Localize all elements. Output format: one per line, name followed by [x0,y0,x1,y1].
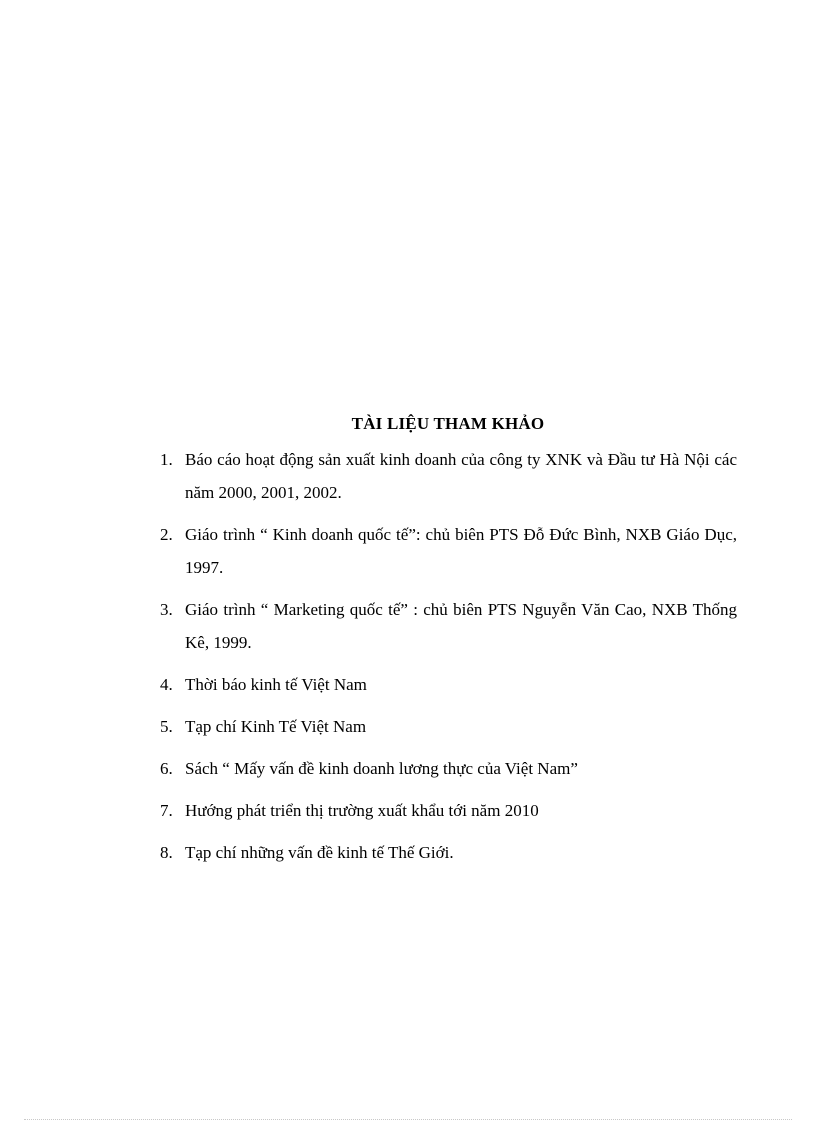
reference-text: Giáo trình “ Kinh doanh quốc tế”: chủ biên PTS Đỗ Đức Bình, NXB Giáo Dục, 1997. [185,525,737,577]
reference-number: 8. [160,843,173,862]
reference-text: Báo cáo hoạt động sản xuất kinh doanh của công ty XNK và Đầu tư Hà Nội các năm 2000, 2001, 2002. [185,450,737,502]
reference-number: 2. [160,525,173,544]
reference-item [160,794,737,827]
reference-number: 7. [160,801,173,820]
page-bottom-divider [24,1119,792,1120]
reference-item [160,443,737,509]
reference-text: Tạp chí những vấn đề kinh tế Thế Giới. [185,843,454,862]
reference-text: Thời báo kinh tế Việt Nam [185,675,367,694]
reference-text: Giáo trình “ Marketing quốc tế” : chủ biên PTS Nguyễn Văn Cao, NXB Thống Kê, 1999. [185,600,737,652]
reference-number: 1. [160,450,173,469]
reference-list [160,443,737,878]
reference-number: 3. [160,600,173,619]
reference-item [160,836,737,869]
reference-number: 4. [160,675,173,694]
reference-item [160,668,737,701]
reference-item [160,593,737,659]
reference-text: Tạp chí Kinh Tế Việt Nam [185,717,367,736]
page-title: TÀI LIỆU THAM KHẢO [351,414,545,433]
reference-text: Sách “ Mấy vấn đề kinh doanh lương thực của Việt Nam” [185,759,578,778]
reference-item [160,752,737,785]
reference-number: 5. [160,717,173,736]
reference-text: Hướng phát triển thị trường xuất khẩu tới năm 2010 [185,801,539,820]
reference-item [160,518,737,584]
reference-number: 6. [160,759,173,778]
reference-item [160,710,737,743]
